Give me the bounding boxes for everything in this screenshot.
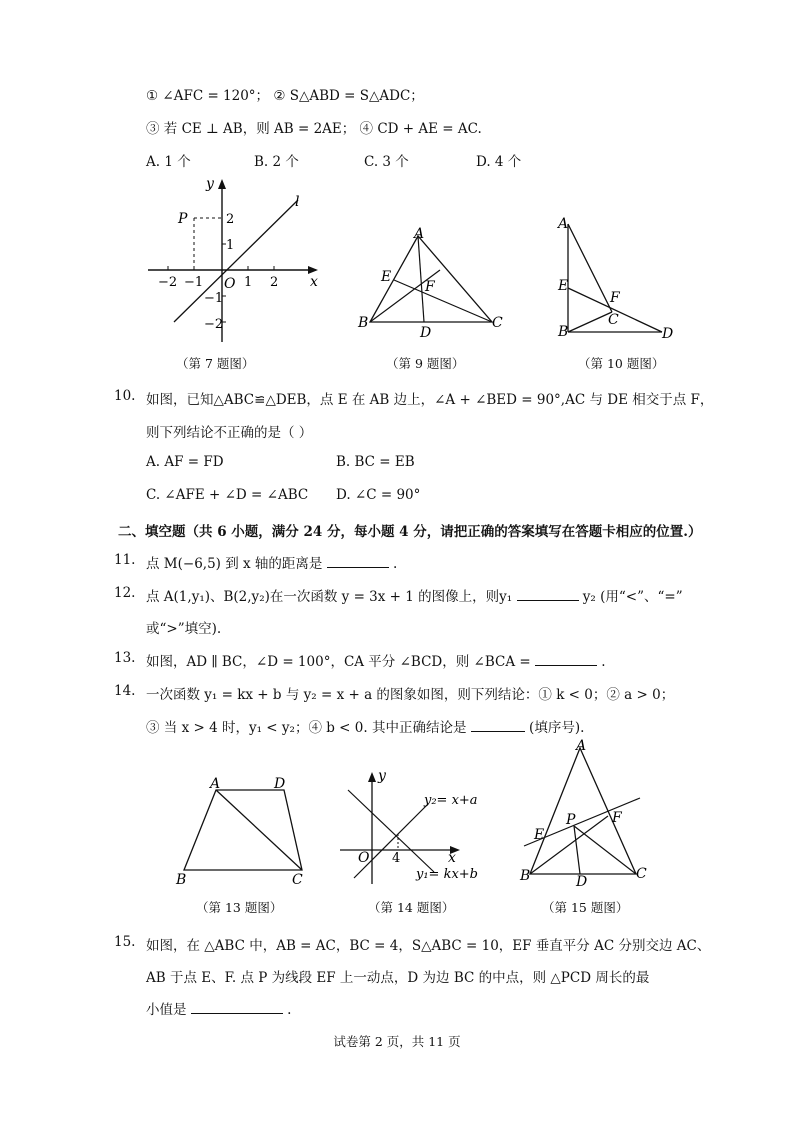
fig7-tick-ym1: −1 xyxy=(204,291,224,306)
q11-number: 11. xyxy=(114,552,136,568)
fig14-label-x: x xyxy=(448,850,456,866)
fig14-label-y: y xyxy=(378,768,386,784)
fig13-label-c: C xyxy=(292,872,303,888)
fig9-label-e: E xyxy=(381,269,392,285)
fig13-label-d: D xyxy=(274,776,286,792)
fig13-label-a: A xyxy=(210,776,221,792)
q10-option-d: D. ∠C = 90° xyxy=(336,487,421,503)
section-2-title: 二、填空题（共 6 小题，满分 24 分，每小题 4 分，请把正确的答案填写在答题卡相应的位置.） xyxy=(118,524,702,540)
fig9-label-c: C xyxy=(492,315,503,331)
fig7-label-origin: O xyxy=(224,276,236,292)
fig7-tick-x2: 2 xyxy=(270,275,279,290)
fig7-label-l: l xyxy=(295,194,300,210)
q14-answer-blank[interactable] xyxy=(471,719,525,732)
q14-line1: 一次函数 y₁ = kx + b 与 y₂ = x + a 的图象如图，则下列结论：① k < 0；② a > 0； xyxy=(146,687,675,703)
q9-option-b: B. 2 个 xyxy=(254,154,299,170)
fig7-label-p: P xyxy=(178,211,188,227)
q10-option-c: C. ∠AFE + ∠D = ∠ABC xyxy=(146,487,309,503)
fig14-label-y1: y₁= kx+b xyxy=(416,867,479,882)
fig9-label-a: A xyxy=(414,226,425,242)
q9-option-d: D. 4 个 xyxy=(476,154,522,170)
fig7-tick-ym2: −2 xyxy=(204,317,224,332)
q13-text-after: . xyxy=(601,654,606,670)
figure-14-linear-functions xyxy=(338,766,498,891)
fig15-label-b: B xyxy=(520,868,531,884)
q15-text-after: . xyxy=(287,1002,292,1018)
fig13-caption: （第 13 题图） xyxy=(196,900,283,915)
figure-13-trapezoid xyxy=(172,776,322,886)
fig15-label-p: P xyxy=(566,812,576,828)
fig14-label-origin: O xyxy=(358,850,370,866)
q9-statement-line1: ① ∠AFC = 120°； ② S△ABD = S△ADC； xyxy=(146,88,424,104)
fig7-tick-xm2: −2 xyxy=(158,275,178,290)
q11-answer-blank[interactable] xyxy=(327,555,389,568)
q12-text-before: 点 A(1,y₁)、B(2,y₂)在一次函数 y = 3x + 1 的图像上，则y₁ xyxy=(146,589,513,605)
q14-number: 14. xyxy=(114,683,136,699)
q12-answer-blank[interactable] xyxy=(517,588,579,601)
fig9-label-f: F xyxy=(425,279,435,295)
fig14-tick-4: 4 xyxy=(392,851,401,866)
figure-15-triangle xyxy=(516,738,666,888)
q13-text xyxy=(146,650,606,670)
q10-line2: 则下列结论不正确的是（ ） xyxy=(146,425,313,441)
fig10-label-f: F xyxy=(610,290,620,306)
q15-answer-blank[interactable] xyxy=(191,1001,283,1014)
fig7-label-y: y xyxy=(206,176,214,192)
q10-number: 10. xyxy=(114,388,136,404)
fig15-label-a: A xyxy=(576,738,587,754)
q10-option-b: B. BC = EB xyxy=(336,454,415,470)
fig7-label-x: x xyxy=(310,274,318,290)
q13-text-before: 如图，AD ∥ BC，∠D = 100°，CA 平分 ∠BCD，则 ∠BCA = xyxy=(146,654,531,670)
fig10-label-e: E xyxy=(558,278,569,294)
q10-option-a: A. AF = FD xyxy=(146,454,224,470)
q9-option-c: C. 3 个 xyxy=(364,154,409,170)
figure-9-triangle xyxy=(356,226,506,341)
q10-line1: 如图，已知△ABC≌△DEB，点 E 在 AB 边上，∠A + ∠BED = 90°,AC 与 DE 相交于点 F， xyxy=(146,392,714,408)
fig10-label-b: B xyxy=(558,324,569,340)
fig9-caption: （第 9 题图） xyxy=(386,356,465,371)
fig13-label-b: B xyxy=(176,872,187,888)
figure-10-triangles xyxy=(554,214,684,344)
q14-line2 xyxy=(146,716,584,736)
fig15-caption: （第 15 题图） xyxy=(542,900,629,915)
q12-text xyxy=(146,585,683,605)
fig10-caption: （第 10 题图） xyxy=(578,356,665,371)
fig10-label-c: C xyxy=(608,312,619,328)
q9-statement-line2: ③ 若 CE ⊥ AB，则 AB = 2AE； ④ CD + AE = AC. xyxy=(146,121,482,137)
q11-text xyxy=(146,552,397,572)
fig15-label-e: E xyxy=(534,827,545,843)
q15-text-before: 小值是 xyxy=(146,1002,187,1018)
q15-number: 15. xyxy=(114,934,136,950)
fig14-caption: （第 14 题图） xyxy=(368,900,455,915)
q13-answer-blank[interactable] xyxy=(535,653,597,666)
q15-line3 xyxy=(146,998,291,1018)
q15-line1: 如图，在 △ABC 中，AB = AC，BC = 4，S△ABC = 10，EF 垂直平分 AC 分别交边 AC、 xyxy=(146,938,711,954)
fig7-tick-xm1: −1 xyxy=(184,275,204,290)
fig9-label-d: D xyxy=(420,325,432,341)
page-footer: 试卷第 2 页，共 11 页 xyxy=(333,1034,461,1049)
fig15-label-c: C xyxy=(636,866,647,882)
q11-text-before: 点 M(−6,5) 到 x 轴的距离是 xyxy=(146,556,323,572)
q13-number: 13. xyxy=(114,650,136,666)
figure-7-coordinate-graph xyxy=(140,172,330,347)
fig9-label-b: B xyxy=(358,315,369,331)
fig15-label-f: F xyxy=(612,810,622,826)
q14-text-after: (填序号). xyxy=(529,720,585,736)
q12-number: 12. xyxy=(114,585,136,601)
q12-text-after: y₂ (用“<”、“=” xyxy=(582,589,683,605)
fig10-label-d: D xyxy=(662,326,674,342)
fig10-label-a: A xyxy=(558,216,569,232)
fig7-tick-y1: 1 xyxy=(226,238,235,253)
q9-option-a: A. 1 个 xyxy=(146,154,191,170)
fig7-tick-x1: 1 xyxy=(244,275,253,290)
q15-line2: AB 于点 E、F. 点 P 为线段 EF 上一动点，D 为边 BC 的中点，则 △PCD 周长的最 xyxy=(146,970,650,986)
q12-line2: 或“>”填空). xyxy=(146,621,222,637)
q11-text-after: . xyxy=(393,556,398,572)
fig14-label-y2: y₂= x+a xyxy=(424,793,478,808)
fig15-label-d: D xyxy=(576,874,588,890)
q14-text-before: ③ 当 x > 4 时，y₁ < y₂；④ b < 0. 其中正确结论是 xyxy=(146,720,467,736)
fig7-caption: （第 7 题图） xyxy=(176,356,255,371)
fig7-tick-y2: 2 xyxy=(226,212,235,227)
